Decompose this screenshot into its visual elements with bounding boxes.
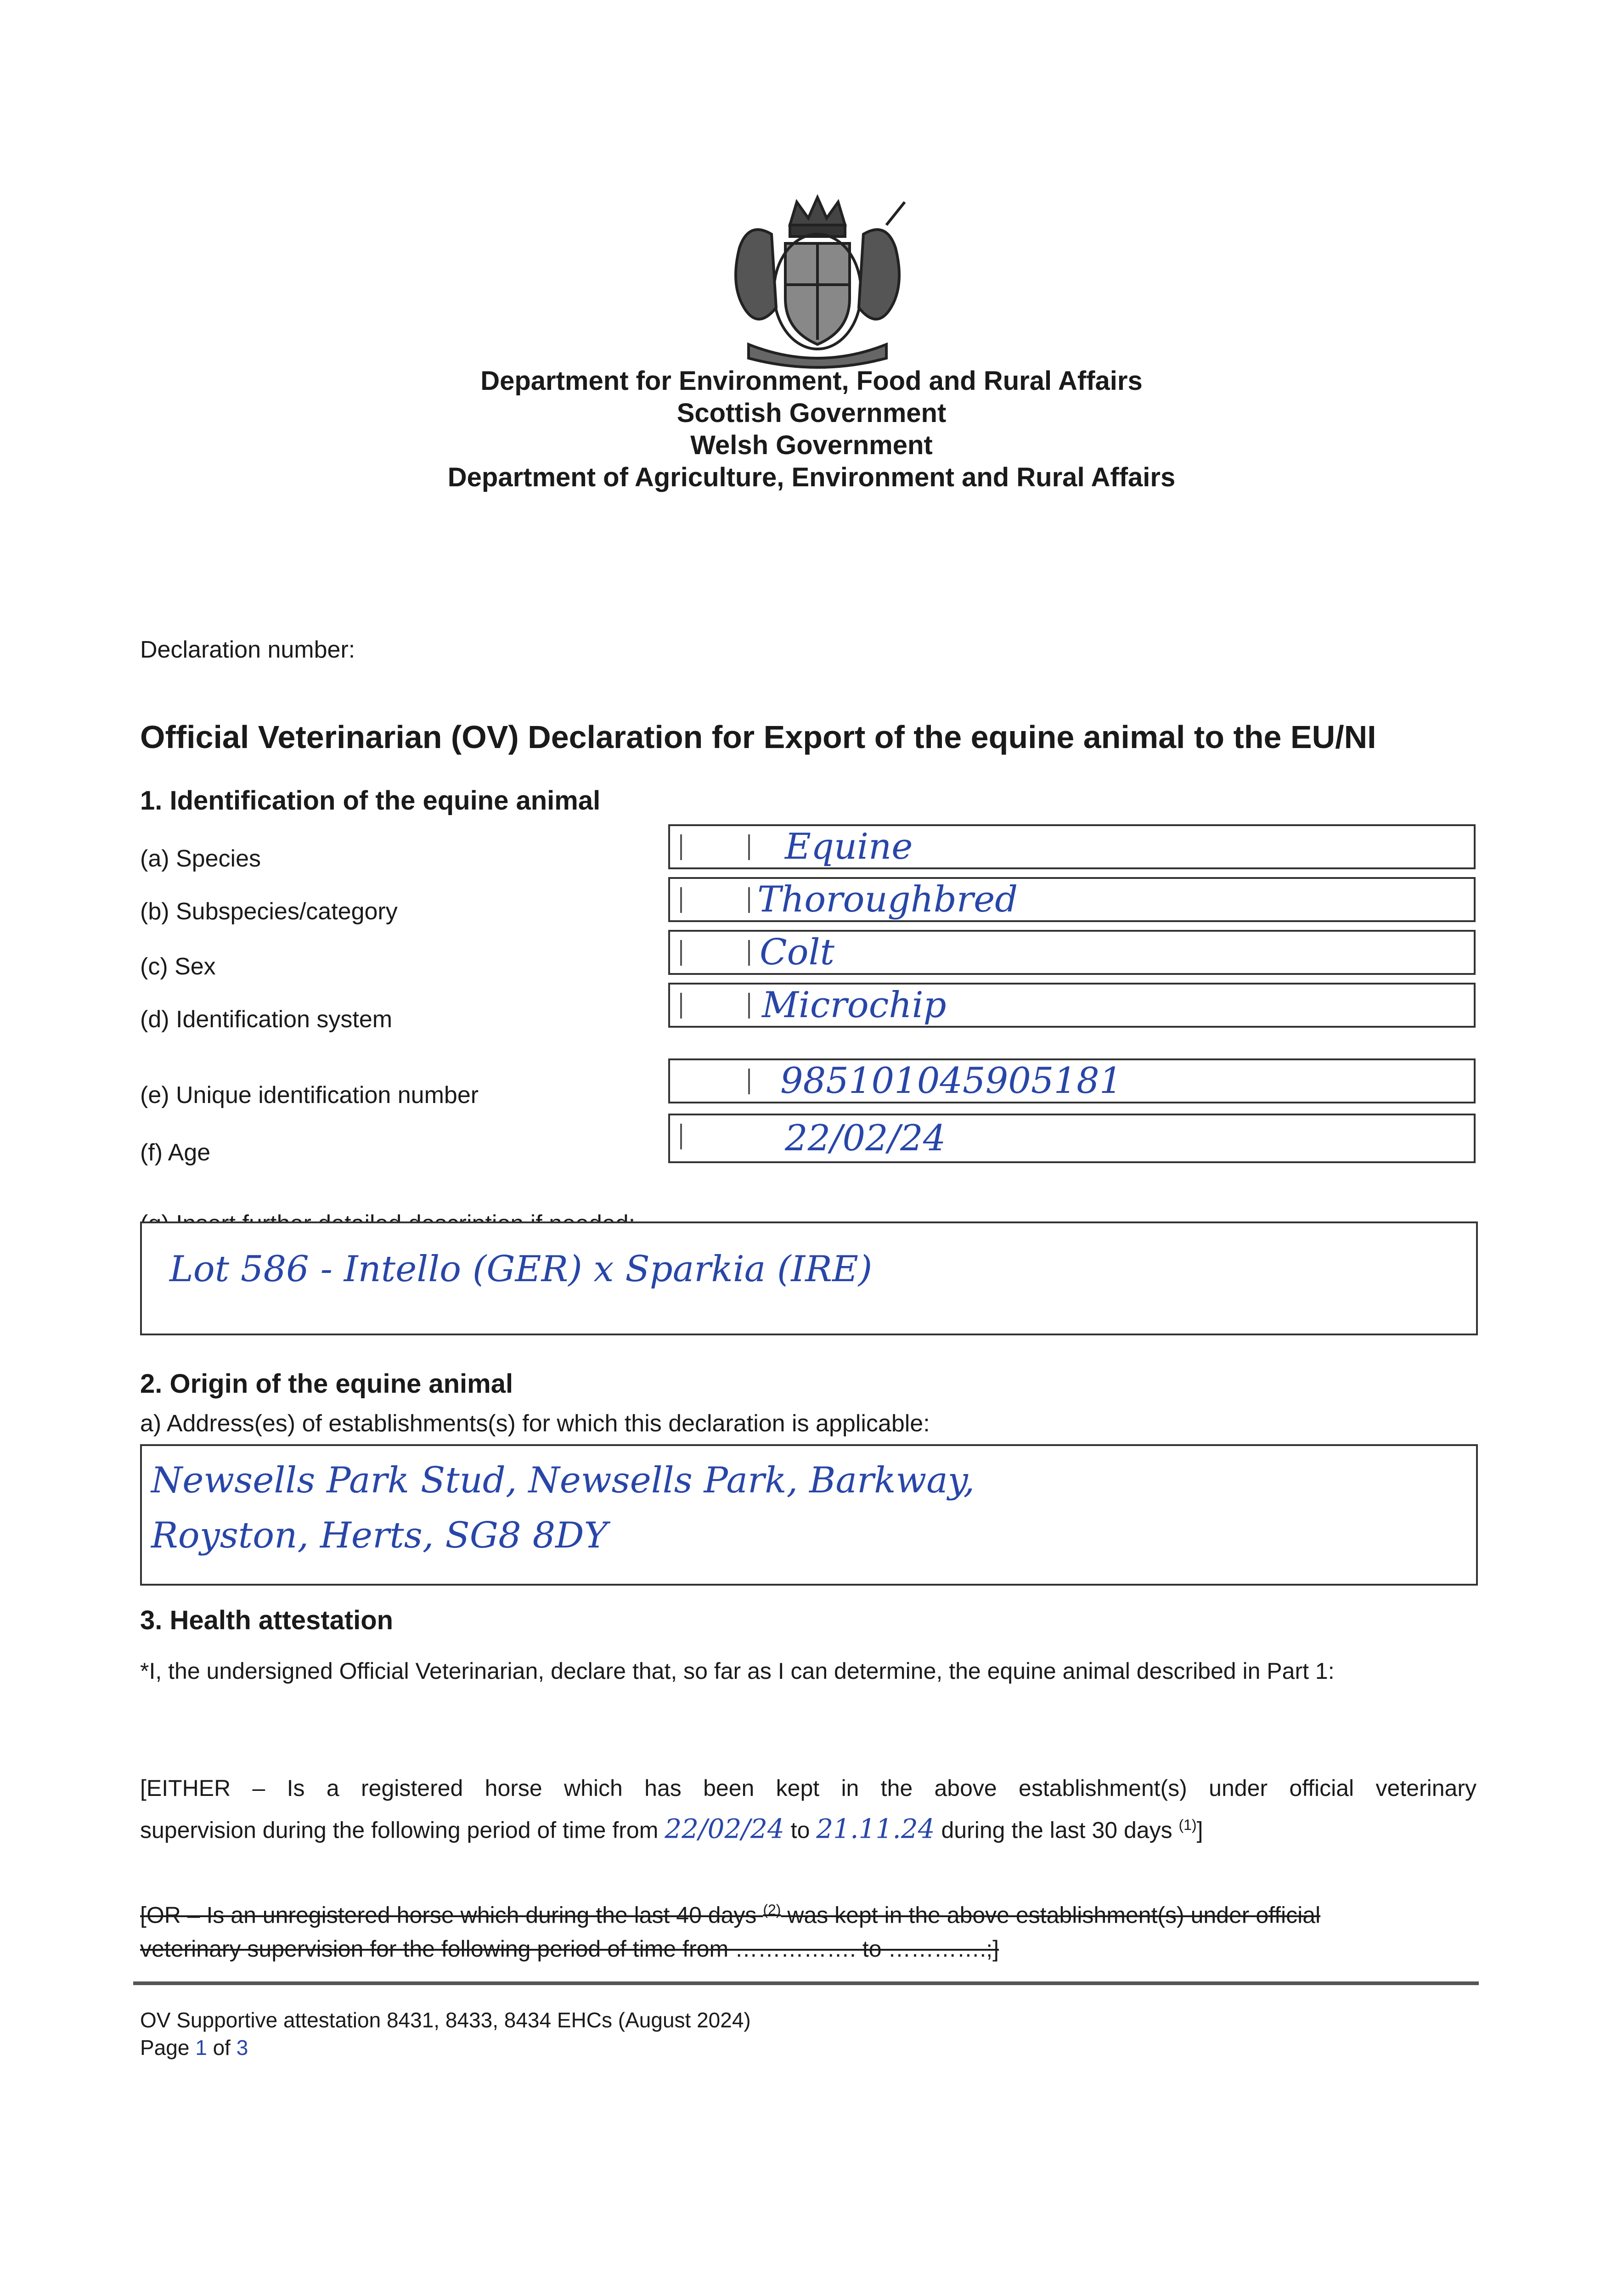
sex-value: Colt [760,932,834,973]
page-current: 1 [195,2036,207,2060]
either-to-date: 21.11.24 [816,1813,935,1845]
subspecies-label: (b) Subspecies/category [140,898,398,925]
description-value: Lot 586 - Intello (GER) x Sparkia (IRE) [169,1249,873,1290]
address-field[interactable] [140,1444,1478,1586]
section1-heading: 1. Identification of the equine animal [140,786,601,816]
or-line-1b: was kept in the above establishment(s) under official [787,1902,1321,1928]
department-defra: Department for Environment, Food and Rural Affairs [480,366,1143,396]
department-welsh-government: Welsh Government [690,430,933,460]
either-suffix: during the last 30 days [941,1817,1172,1843]
address-line-2: Royston, Herts, SG8 8DY [151,1515,608,1556]
either-to-word: to [790,1817,810,1843]
species-label: (a) Species [140,845,261,872]
or-footnote-ref: (2) [763,1902,781,1918]
address-label: a) Address(es) of establishments(s) for which this declaration is applicable: [140,1410,930,1437]
either-footnote-ref: (1) [1178,1817,1197,1833]
either-line-2 [140,1807,1203,1848]
subspecies-field[interactable] [668,877,1476,922]
description-field[interactable] [140,1221,1478,1335]
footer-attestation: OV Supportive attestation 8431, 8433, 8434 EHCs (August 2024) [140,2008,751,2032]
section2-heading: 2. Origin of the equine animal [140,1369,513,1399]
department-daera: Department of Agriculture, Environment and Rural Affairs [447,462,1176,492]
royal-coat-of-arms-icon [721,193,914,372]
footer-divider [133,1981,1479,1985]
unique-id-label: (e) Unique identification number [140,1082,479,1109]
page-total: 3 [236,2036,248,2060]
sex-field[interactable] [668,930,1476,975]
identification-system-field[interactable] [668,983,1476,1028]
age-field[interactable] [668,1114,1476,1163]
page-of: of [213,2036,231,2060]
unique-id-field[interactable] [668,1058,1476,1103]
either-line-1: [EITHER – Is a registered horse which has been kept in the above establishment(s) under official veterinary [140,1775,1476,1801]
age-label: (f) Age [140,1139,211,1166]
unique-id-value: 985101045905181 [780,1060,1122,1102]
address-line-1: Newsells Park Stud, Newsells Park, Barkway, [151,1460,975,1501]
sex-label: (c) Sex [140,953,216,980]
page-title: Official Veterinarian (OV) Declaration for Export of the equine animal to the EU/NI [140,719,1376,755]
health-intro: *I, the undersigned Official Veterinarian, declare that, so far as I can determine, the equine animal described in Part 1: [140,1658,1335,1684]
department-scottish-government: Scottish Government [676,398,947,428]
either-from-date: 22/02/24 [665,1813,784,1845]
species-field[interactable] [668,824,1476,869]
footer-page-number [140,2034,248,2061]
identification-system-value: Microchip [762,985,947,1026]
age-value: 22/02/24 [785,1118,946,1159]
either-prefix: supervision during the following period of time from [140,1817,659,1843]
or-line-1 [140,1892,1320,1933]
declaration-number-label: Declaration number: [140,636,355,663]
identification-system-label: (d) Identification system [140,1006,393,1033]
subspecies-value: Thoroughbred [757,879,1018,920]
species-value: Equine [785,826,913,867]
either-close-bracket: ] [1196,1817,1203,1843]
section3-heading: 3. Health attestation [140,1605,394,1635]
or-line-2: veterinary supervision for the following period of time from ……………. to ………….;] [140,1936,999,1962]
page-label: Page [140,2036,190,2060]
or-line-1a: [OR – Is an unregistered horse which during the last 40 days [140,1902,757,1928]
